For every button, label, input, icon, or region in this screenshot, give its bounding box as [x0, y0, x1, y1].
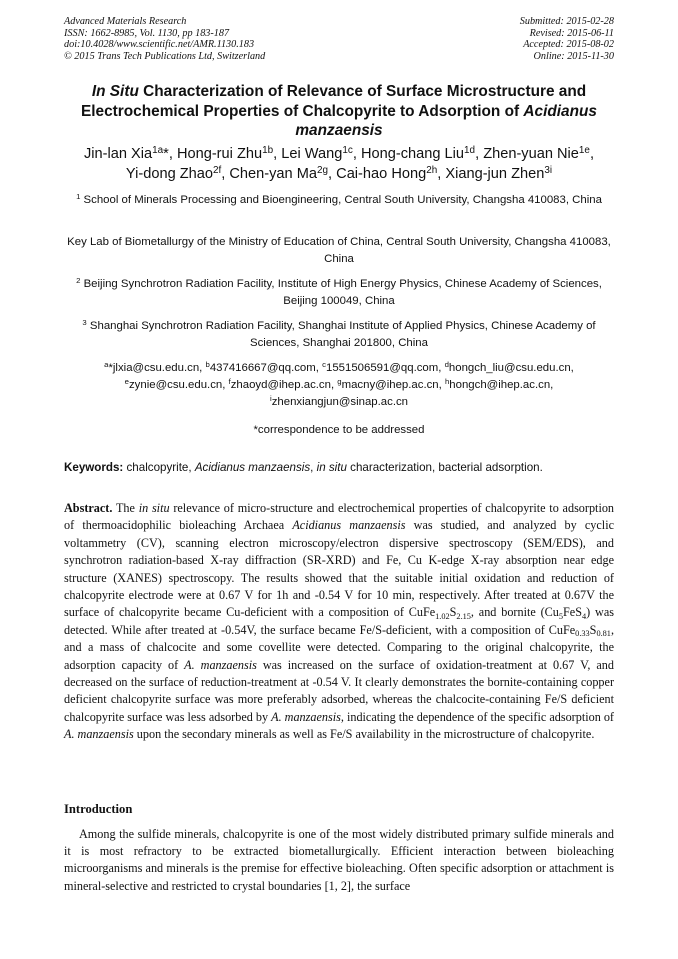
- email: $^d$hongch_liu@csu.edu.cn,: [444, 360, 574, 374]
- affiliation-2: $^2$ Beijing Synchrotron Radiation Facility, Institute of High Energy Physics, Chinese Academy of Sciences, Beijing 100049, China: [76, 276, 602, 307]
- email: $^b$437416667@qq.com,: [205, 360, 319, 374]
- email: $^g$macny@ihep.ac.cn,: [337, 377, 442, 391]
- author: Cai-hao Hong$^{2h}$,: [336, 164, 442, 182]
- email: $^a$*jlxia@csu.edu.cn,: [104, 360, 203, 374]
- email: $^c$1551506591@qq.com,: [322, 360, 442, 374]
- abstract: Abstract. The in situ relevance of micro-structure and electrochemical properties of chalcopyrite to adsorption of thermoacidophilic bioleaching Archaea Acidianus manzaensis was studied, and analyzed by cyclic voltammetry (CV), scanning electron microscopy/electron dispersive spectroscopy (SEM/EDS), and synchrotron radiation-based X-ray diffraction (SR-XRD) and Fe, Cu K-edge X-ray absorption near edge structure (XANES) spectroscopy. The results showed that the suitable initial oxidation and reduction of chalcopyrite electrode were at 0.67 V for 1h and -0.54 V for 10 min, respectively. After treated at 0.67V the surface of chalcopyrite became Cu-deficient with a composition of $CuFe_{1.02}S_{2.15}$, and bornite $(Cu_5FeS_4)$ was detected. While after treated at -0.54V, the surface became Fe/S-deficient, with a composition of $CuFe_{0.33}S_{0.81}$, and a mass of chalcocite and some covellite were detected. Comparing to the original chalcopyrite, the adsorption capacity of A. manzaensis was increased on the surface of oxidation-treatment at 0.67 V, and decreased on the surface of reduction-treatment at -0.54 V. It clearly demonstrates the bornite-containing copper deficient chalcopyrite surface was more preferably adsorbed, whereas the chalcocite-containing Fe/S deficient chalcopyrite surface was less adsorbed by A. manzaensis, indicating the dependence of the specific adsorption of A. manzaensis upon the secondary minerals as well as Fe/S availability in the microstructure of chalcopyrite.: [64, 501, 615, 742]
- revised-date: Revised: 2015-06-11: [529, 27, 614, 39]
- introduction-paragraph: Among the sulfide minerals, chalcopyrite is one of the most widely distributed primary sulfide minerals and it is most refractory to be extracted biometallurgically. Efficient interaction between bioleaching microorganisms and minerals is the premise for effective bioleaching. Often specific adsorption or attachment is mineral-selective and restricted to crystal boundaries [1, 2], the surface: [64, 827, 614, 893]
- journal-name: Advanced Materials Research: [64, 16, 187, 27]
- keywords: Keywords: chalcopyrite, Acidianus manzaensis, in situ characterization, bacterial adsorption.: [64, 461, 543, 474]
- email-list: [60, 360, 618, 410]
- journal-header-right: [520, 16, 614, 62]
- accepted-date: Accepted: 2015-08-02: [523, 39, 614, 51]
- issn-line: ISSN: 1662-8985, Vol. 1130, pp 183-187: [64, 27, 230, 39]
- author: Hong-chang Liu$^{1d}$,: [360, 145, 480, 162]
- submitted-date: Submitted: 2015-02-28: [519, 16, 614, 27]
- author: Jin-lan Xia$^{1a}$*,: [83, 145, 173, 162]
- journal-header-left: [64, 16, 265, 62]
- author: Zhen-yuan Nie$^{1e}$,: [483, 145, 595, 162]
- email: $^h$hongch@ihep.ac.cn,: [444, 377, 554, 391]
- author: Yi-dong Zhao$^{2f}$,: [125, 164, 226, 182]
- correspondence-note: *correspondence to be addressed: [253, 424, 425, 436]
- affiliation-1: $^1$ School of Minerals Processing and Bioengineering, Central South University, Changsha 410083, China: [76, 192, 602, 206]
- section-heading-introduction: Introduction: [64, 802, 133, 816]
- email: $^i$zhenxiangjun@sinap.ac.cn: [269, 393, 409, 408]
- author: Xiang-jun Zhen$^{3i}$: [445, 164, 553, 182]
- email: $^f$zhaoyd@ihep.ac.cn,: [228, 377, 335, 391]
- paper-title: In Situ Characterization of Relevance of Surface Microstructure and Electrochemical Properties of Chalcopyrite to Adsorption of Acidianus manzaensis: [81, 83, 597, 139]
- author: Chen-yan $Ma^{2g}$,: [229, 164, 333, 182]
- copyright-line: © 2015 Trans Tech Publications Ltd, Switzerland: [64, 50, 266, 62]
- doi-line: doi:10.4028/www.scientific.net/AMR.1130.183: [64, 39, 255, 51]
- affiliation-3: $^3$ Shanghai Synchrotron Radiation Facility, Shanghai Institute of Applied Physics, Chinese Academy of Sciences, Shanghai 201800, China: [82, 318, 596, 349]
- affiliation-1b: Key Lab of Biometallurgy of the Ministry of Education of China, Central South University, Changsha 410083, China: [67, 236, 611, 265]
- email: $^e$zynie@csu.edu.cn,: [124, 377, 226, 391]
- online-date: Online: 2015-11-30: [533, 50, 614, 62]
- author: Hong-rui Zhu$^{1b}$,: [176, 145, 278, 162]
- author-list: [58, 145, 620, 184]
- author: Lei Wang$^{1c}$,: [281, 145, 357, 162]
